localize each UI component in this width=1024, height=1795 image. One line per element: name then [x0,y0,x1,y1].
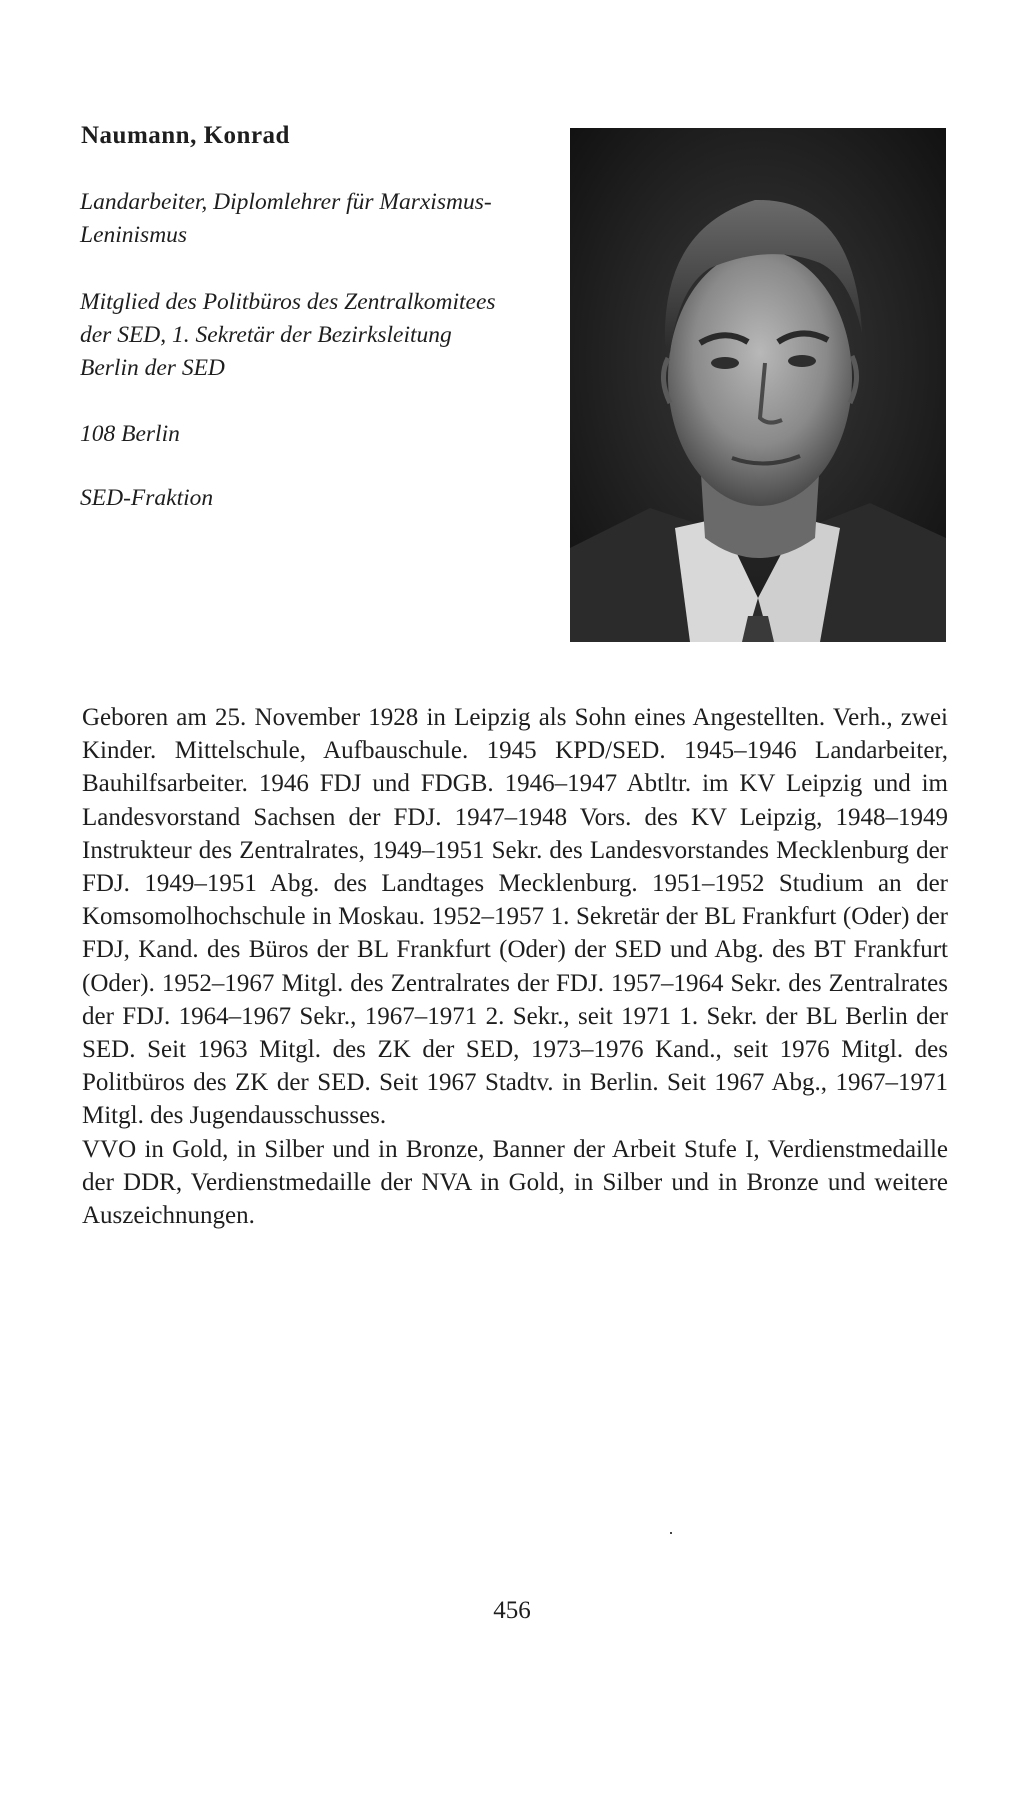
entry-name: Naumann, Konrad [81,122,290,149]
address: 108 Berlin [80,421,180,447]
portrait-photo [570,128,946,642]
biography [82,701,948,1232]
occupation: Landarbeiter, Diplomlehrer für Marxismus-Leninismus [80,189,492,248]
faction: SED-Fraktion [80,485,214,511]
printing-speck [670,1532,672,1534]
page-number: 456 [493,1597,531,1624]
portrait-illustration [570,128,946,642]
function: Mitglied des Politbüros des Zentralkomitees der SED, 1. Sekretär der Bezirksleitung Berlin der SED [80,289,496,381]
biography-awards: VVO in Gold, in Silber und in Bronze, Banner der Arbeit Stufe I, Verdienstmedaille der DDR, Verdienstmedaille der NVA in Gold, in Silber und in Bronze und weitere Auszeichnungen. [82,1135,948,1230]
biography-career: Geboren am 25. November 1928 in Leipzig als Sohn eines Angestellten. Verh., zwei Kinder. Mittelschule, Aufbauschule. 1945 KPD/SED. 1945–1946 Landarbeiter, Bauhilfsarbeiter. 1946 FDJ und FDGB. 1946–1947 Abtltr. im KV Leipzig und im Landesvorstand Sachsen der FDJ. 1947–1948 Vors. des KV Leipzig, 1948–1949 Instrukteur des Zentralrates, 1949–1951 Sekr. des Landesvorstandes Mecklenburg der FDJ. 1949–1951 Abg. des Landtages Mecklenburg. 1951–1952 Studium an der Komsomolhochschule in Moskau. 1952–1957 1. Sekretär der BL Frankfurt (Oder) der FDJ, Kand. des Büros der BL Frankfurt (Oder) der SED und Abg. des BT Frankfurt (Oder). 1952–1967 Mitgl. des Zentralrates der FDJ. 1957–1964 Sekr. des Zentralrates der FDJ. 1964–1967 Sekr., 1967–1971 2. Sekr., seit 1971 1. Sekr. der BL Berlin der SED. Seit 1963 Mitgl. des ZK der SED, 1973–1976 Kand., seit 1976 Mitgl. des Politbüros des ZK der SED. Seit 1967 Stadtv. in Berlin. Seit 1967 Abg., 1967–1971 Mitgl. des Jugendausschusses. [82,704,948,1130]
